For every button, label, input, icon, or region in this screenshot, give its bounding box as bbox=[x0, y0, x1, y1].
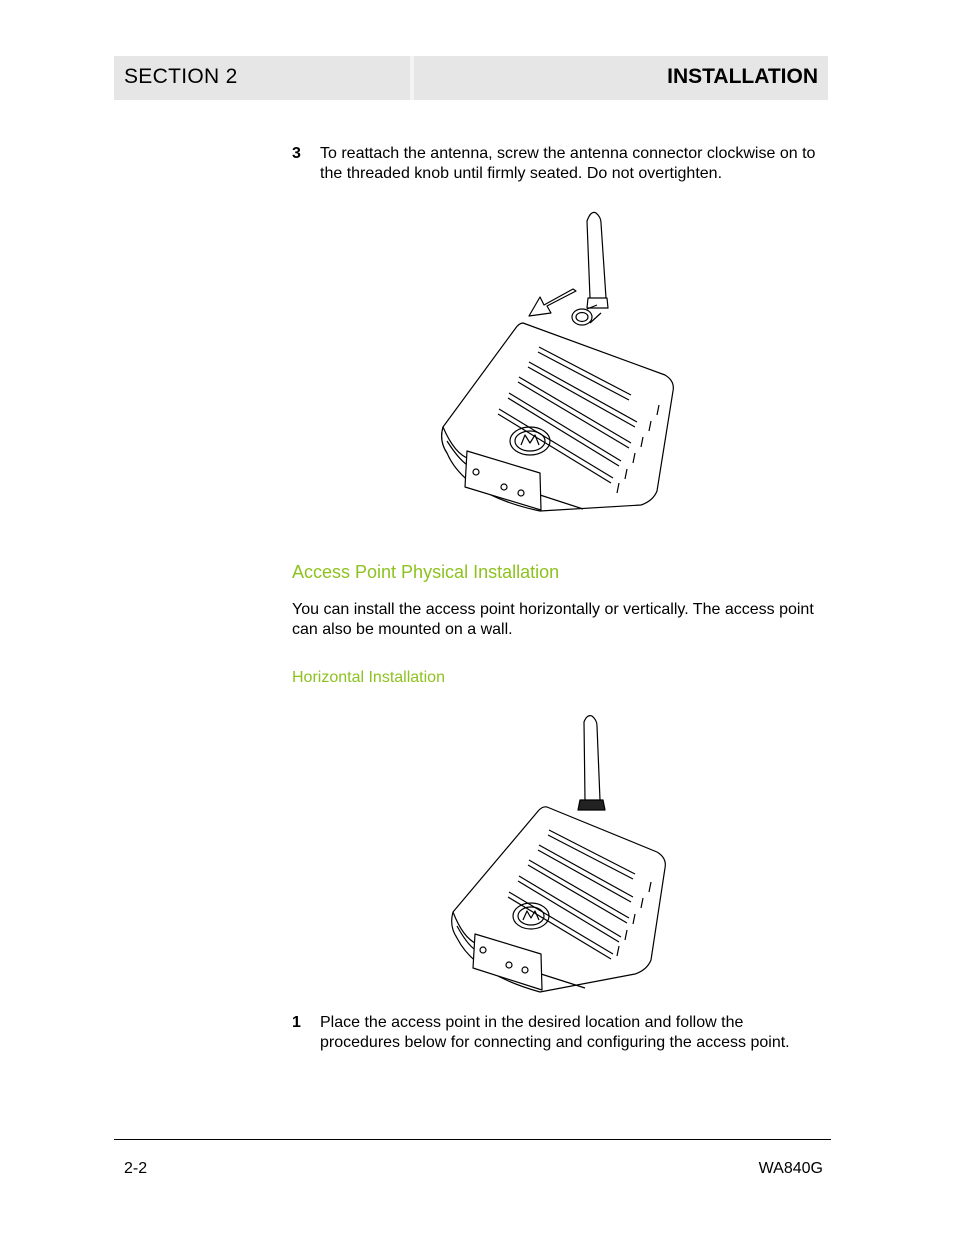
section-heading: Access Point Physical Installation bbox=[292, 562, 560, 582]
step-number: 1 bbox=[292, 1014, 301, 1031]
section-title: INSTALLATION bbox=[667, 65, 818, 88]
horizontal-installation-figure bbox=[435, 712, 675, 1002]
section-header bbox=[114, 56, 828, 100]
subsection-heading: Horizontal Installation bbox=[292, 669, 445, 686]
step-text: To reattach the antenna, screw the antenna connector clockwise on to the threaded knob until firmly seated. Do not overtighten. bbox=[320, 145, 816, 182]
intro-paragraph: You can install the access point horizontally or vertically. The access point can also be mounted on a wall. bbox=[292, 601, 814, 638]
page-number: 2-2 bbox=[124, 1160, 148, 1177]
section-label-cell bbox=[114, 56, 410, 100]
section-label: SECTION 2 bbox=[124, 65, 238, 88]
antenna-attach-figure bbox=[425, 205, 685, 530]
model-name: WA840G bbox=[758, 1160, 823, 1177]
step-3 bbox=[292, 144, 832, 184]
footer-divider bbox=[114, 1139, 831, 1140]
step-text: Place the access point in the desired location and follow the procedures below for connecting and configuring the access point. bbox=[320, 1014, 790, 1051]
access-point-antenna-attach-illustration bbox=[425, 205, 685, 530]
header-divider bbox=[410, 56, 414, 100]
step-1 bbox=[292, 1013, 832, 1073]
access-point-horizontal-illustration bbox=[435, 712, 675, 1002]
step-number: 3 bbox=[292, 145, 301, 162]
